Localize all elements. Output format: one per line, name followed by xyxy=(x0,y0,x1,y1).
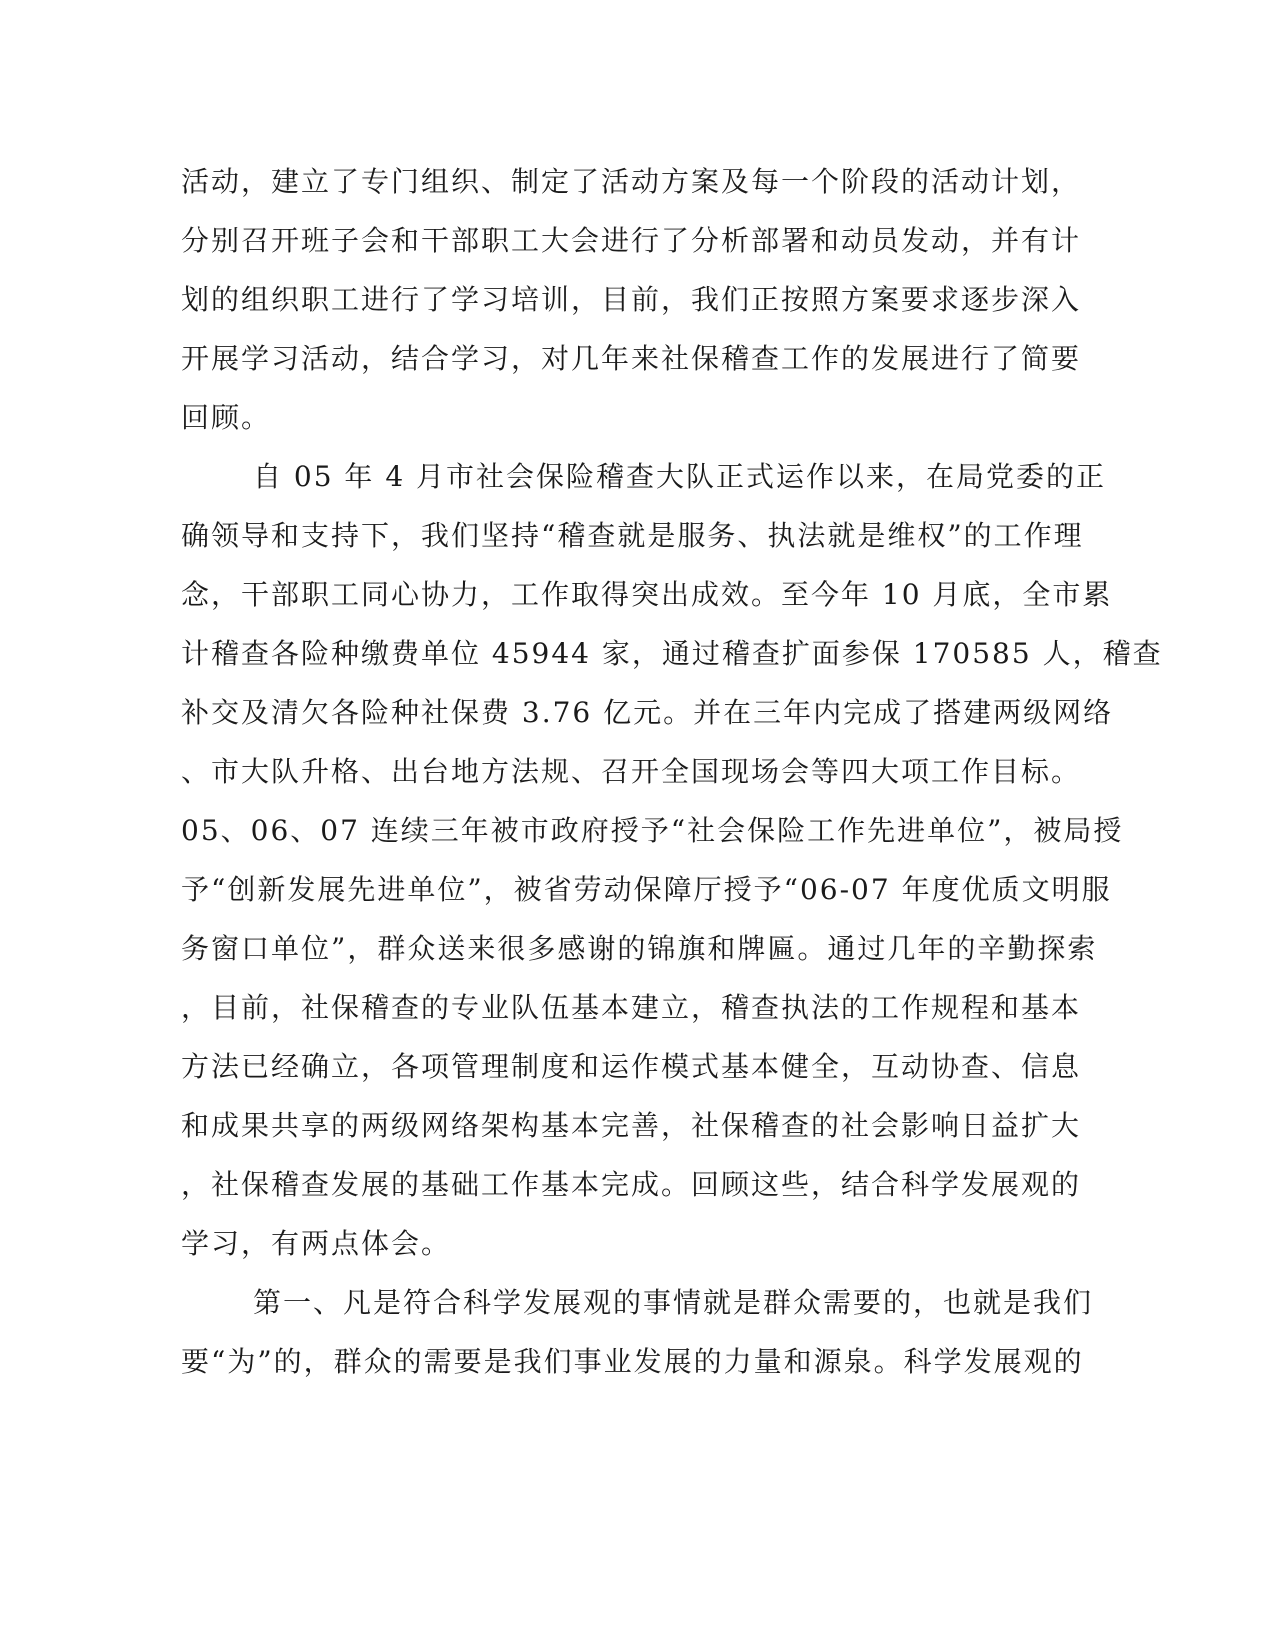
document-body xyxy=(181,160,1163,1399)
text-line: 务窗口单位”，群众送来很多感谢的锦旗和牌匾。通过几年的辛勤探索 xyxy=(181,932,1098,965)
text-line: 和成果共享的两级网络架构基本完善，社保稽查的社会影响日益扩大 xyxy=(181,1109,1082,1142)
text-line: 活动，建立了专门组织、制定了活动方案及每一个阶段的活动计划， xyxy=(181,165,1082,198)
text-line: 方法已经确立，各项管理制度和运作模式基本健全，互动协查、信息 xyxy=(181,1050,1082,1083)
text-line: 05、06、07 连续三年被市政府授予“社会保险工作先进单位”，被局授 xyxy=(181,814,1124,847)
text-line: 要“为”的，群众的需要是我们事业发展的力量和源泉。科学发展观的 xyxy=(181,1345,1084,1378)
text-line: 予“创新发展先进单位”，被省劳动保障厅授予“06-07 年度优质文明服 xyxy=(181,873,1112,906)
text-line: 、市大队升格、出台地方法规、召开全国现场会等四大项工作目标。 xyxy=(181,755,1082,788)
text-line: 计稽查各险种缴费单位 45944 家，通过稽查扩面参保 170585 人，稽查 xyxy=(181,637,1163,670)
text-line: 第一、凡是符合科学发展观的事情就是群众需要的，也就是我们 xyxy=(253,1286,1094,1319)
text-line: 念，干部职工同心协力，工作取得突出成效。至今年 10 月底，全市累 xyxy=(181,578,1113,611)
paragraph-3 xyxy=(181,1281,1094,1399)
text-line: 自 05 年 4 月市社会保险稽查大队正式运作以来，在局党委的正 xyxy=(253,460,1107,493)
text-line: 学习，有两点体会。 xyxy=(181,1227,452,1260)
text-line: 开展学习活动，结合学习，对几年来社保稽查工作的发展进行了简要 xyxy=(181,342,1082,375)
text-line: ，社保稽查发展的基础工作基本完成。回顾这些，结合科学发展观的 xyxy=(181,1168,1082,1201)
text-line: 补交及清欠各险种社保费 3.76 亿元。并在三年内完成了搭建两级网络 xyxy=(181,696,1114,729)
paragraph-1 xyxy=(181,160,1082,455)
text-line: 确领导和支持下，我们坚持“稽查就是服务、执法就是维权”的工作理 xyxy=(181,519,1084,552)
text-line: 划的组织职工进行了学习培训，目前，我们正按照方案要求逐步深入 xyxy=(181,283,1082,316)
text-line: 回顾。 xyxy=(181,401,272,434)
paragraph-2 xyxy=(181,455,1163,1281)
text-line: 分别召开班子会和干部职工大会进行了分析部署和动员发动，并有计 xyxy=(181,224,1082,257)
text-line: ，目前，社保稽查的专业队伍基本建立，稽查执法的工作规程和基本 xyxy=(181,991,1082,1024)
